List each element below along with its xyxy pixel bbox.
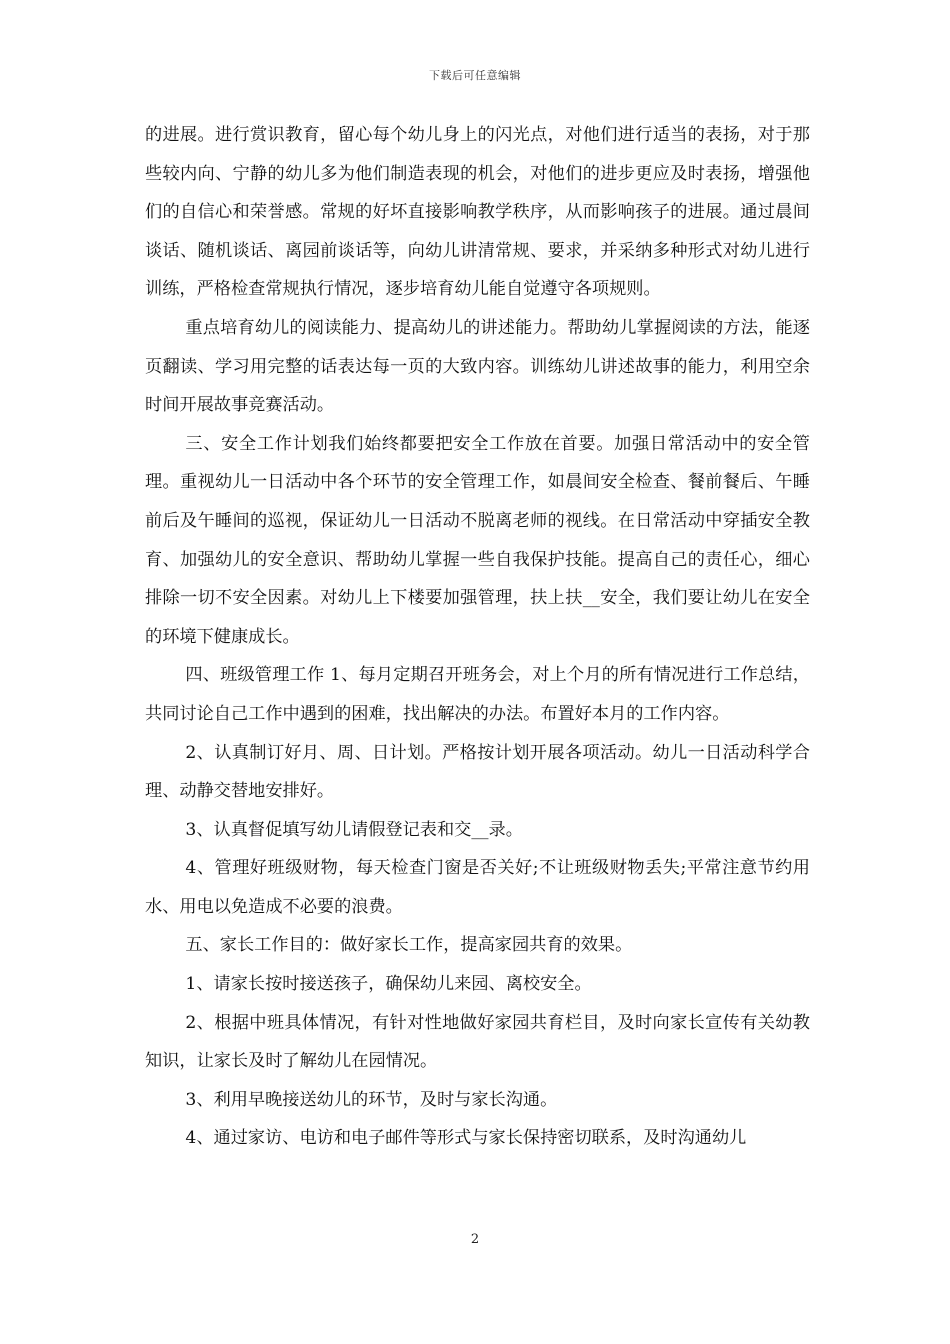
- document-body: [145, 116, 810, 1158]
- page-number: 2: [470, 1232, 480, 1247]
- paragraph-continuation: 的进展。进行赏识教育，留心每个幼儿身上的闪光点，对他们进行适当的表扬，对于那些较内向、宁静的幼儿多为他们制造表现的机会，对他们的进步更应及时表扬，增强他们的自信心和荣誉感。常规的好坏直接影响教学秩序，从而影响孩子的进展。通过晨间谈话、随机谈话、离园前谈话等，向幼儿讲清常规、要求，并采纳多种形式对幼儿进行训练，严格检查常规执行情况，逐步培育幼儿能自觉遵守各项规则。: [145, 125, 810, 300]
- paragraph-reading-ability: 重点培育幼儿的阅读能力、提高幼儿的讲述能力。帮助幼儿掌握阅读的方法，能逐页翻读、学习用完整的话表达每一页的大致内容。训练幼儿讲述故事的能力，利用空余时间开展故事竞赛活动。: [145, 317, 810, 416]
- paragraph-class-management: 四、班级管理工作 1、每月定期召开班务会，对上个月的所有情况进行工作总结，共同讨论自己工作中遇到的困难，找出解决的办法。布置好本月的工作内容。: [145, 665, 810, 724]
- paragraph-safety-plan: 三、安全工作计划我们始终都要把安全工作放在首要。加强日常活动中的安全管理。重视幼儿一日活动中各个环节的安全管理工作，如晨间安全检查、餐前餐后、午睡前后及午睡间的巡视，保证幼儿一日活动不脱离老师的视线。在日常活动中穿插安全教育、加强幼儿的安全意识、帮助幼儿掌握一些自我保护技能。提高自己的责任心，细心排除一切不安全因素。对幼儿上下楼要加强管理，扶上扶__安全，我们要让幼儿在安全的环境下健康成长。: [145, 433, 810, 647]
- paragraph-home-school-column: 2、根据中班具体情况，有针对性地做好家园共育栏目，及时向家长宣传有关幼教知识，让家长及时了解幼儿在园情况。: [145, 1012, 810, 1072]
- paragraph-class-property: 4、管理好班级财物，每天检查门窗是否关好;不让班级财物丢失;平常注意节约用水、用电以免造成不必要的浪费。: [145, 858, 810, 917]
- paragraph-pickup: 1、请家长按时接送孩子，确保幼儿来园、离校安全。: [185, 974, 592, 995]
- paragraph-communication: 3、利用早晚接送幼儿的环节，及时与家长沟通。: [185, 1089, 558, 1110]
- paragraph-parent-work: 五、家长工作目的：做好家长工作，提高家园共育的效果。: [185, 935, 633, 956]
- paragraph-contact: 4、通过家访、电访和电子邮件等形式与家长保持密切联系，及时沟通幼儿: [185, 1128, 747, 1149]
- page-header: 下载后可任意编辑: [429, 69, 521, 82]
- paragraph-plans: 2、认真制订好月、周、日计划。严格按计划开展各项活动。幼儿一日活动科学合理、动静交替地安排好。: [145, 742, 810, 802]
- paragraph-leave-register: 3、认真督促填写幼儿请假登记表和交__录。: [185, 819, 523, 840]
